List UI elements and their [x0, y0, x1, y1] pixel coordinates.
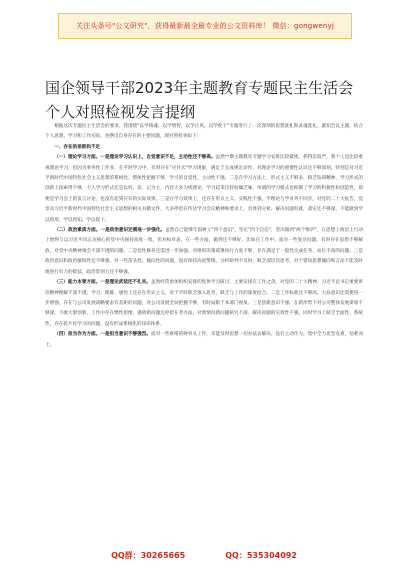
- paragraph-lead: （四）担当作为方面。一是担当意识不够强烈。: [54, 332, 151, 338]
- body-paragraph: [45, 153, 363, 226]
- paragraph-lead: （一）理论学习方面。一是理论学习认识上，自觉意识不足，主动性还不够高。: [54, 155, 216, 161]
- paragraph-text: 虽然**期主题教育专题学习安排比较紧密、抓得比较严，我个人也比较重视理论学习，但因为事务性工作多，在平时学习中，有时存在"应付式"学习现象，满足于完成规定动作，对理论学习的重要性认识还不够深刻，特别是对习近平新时代中国特色社会主义思想的系统性、整体性把握不够，学习的自觉性、主动性不强。二是在学习方法上，形式主义不够多，缺乏钻研精神。学习形式的创新上探索得不够，个人学习形式还是以听、读、记为主，内容大多为纯理论，学习起来比较枯燥乏味，单调的学习模式也抑制了学习的积极性和创造性，即便是学习会上的发言讨论，也没有起到应有的实际效果。三是在学习效果上，还存在形式主义、实践性不强。学理论与学业务不同步，对党的二十大报告、党章及习近平新时代中国特色社会主义思想的相关书籍文件，大多停留在传达学习会议精神和要求上，具体到分析、解决问题时就，落实还不够深，不能做到学以致用，学以致知，学以促干。: [45, 155, 363, 223]
- footer-qq: QQ：535304092: [225, 550, 297, 560]
- footer-qq-group: QQ群：30265665: [111, 550, 186, 560]
- promo-banner-text: 关注头条号"公文研究"，获得最新最全最专业的公文资料库！ 微信：gongwenyj: [75, 22, 335, 30]
- document-body: [45, 122, 363, 351]
- document-title: 国企领导干部2023年主题教育专题民主生活会个人对照检视发言提纲: [45, 79, 354, 122]
- body-paragraph: [45, 122, 363, 143]
- promo-banner[interactable]: [58, 13, 352, 39]
- paragraph-text: 虽然经常参加组织安排的集体学习研讨，主要安排在工作之余，对党的二十大精神、习近平总书记重要讲话精神理解不深不透，学习、理解、感悟上还存在形式主义，对于平时缺乏深入思考，缺乏与工作的深度结合。二是工作标准还不够高。大局意识还需要进一步增强，存在与公司发展战略要求有差距的问题，对公司发展全局把握不够，有时局限于本部门视角。三是创新意识不强。在新形势下对公司整体发展谋划不够深，不敢大胆创新，工作中存在惯性思维，遇到新问题还停留在老办法，对新情况新问题研究不深，解决问题的实效性不强。同时学习上缺乏全面性、系统性，存在碎片化学习的问题，没有形成系统化的知识体系。: [45, 280, 363, 327]
- body-paragraph: [45, 330, 363, 351]
- paragraph-text: 虽然自己能够牢固树立"四个意识"，坚定"四个自信"，坚决做到"两个维护"，在思想上政治上行动上始终与以习近平同志为核心的党中央保持高度一致，但对标对表，在一些方面，做得还不够好。比如在工作中，面对一些复杂问题，有时存在思想不够解放，对党中央精神领会不深不透的问题。二是党性修养还需进一步加强。对组织决策部署执行力度不够，存在满足于一般性完成任务、站位不高的问题。三是政治意识和政治敏锐性还不够强。对一些苗头性、倾向性的问题，没有保持高度警惕，分析研判不及时，缺乏深层次思考，对于错误思想倾向和言论不能及时地进行有力的批驳，政治鉴别力还不够强。: [45, 228, 363, 275]
- body-paragraph: [45, 226, 363, 278]
- section-heading: 一、存在的差距和不足: [54, 144, 101, 150]
- paragraph-lead: （三）能力本领方面。一是理论武装还不扎实。: [54, 280, 151, 286]
- paragraph-text: 根据这次专题民主生活会的要求，我围绕"以学铸魂、以学增智，以学正风，以学促干"专题进行了一次深刻的思想洗礼和灵魂洗礼，紧扣会议主题，结合个人思想、学习和工作实际，查摆出自身存在的主要问题，现对照检查如下：: [45, 124, 363, 140]
- body-paragraph: [45, 278, 363, 330]
- paragraph-text: 面对一些难啃的硬骨头工作，未能及时思想一切办法去解决，没有主动作为，集中全力攻坚克难，迎难而上。: [45, 332, 363, 348]
- paragraph-lead: （二）政治素质方面。一是政治意识还需进一步强化。: [54, 228, 166, 234]
- footer: [0, 546, 408, 564]
